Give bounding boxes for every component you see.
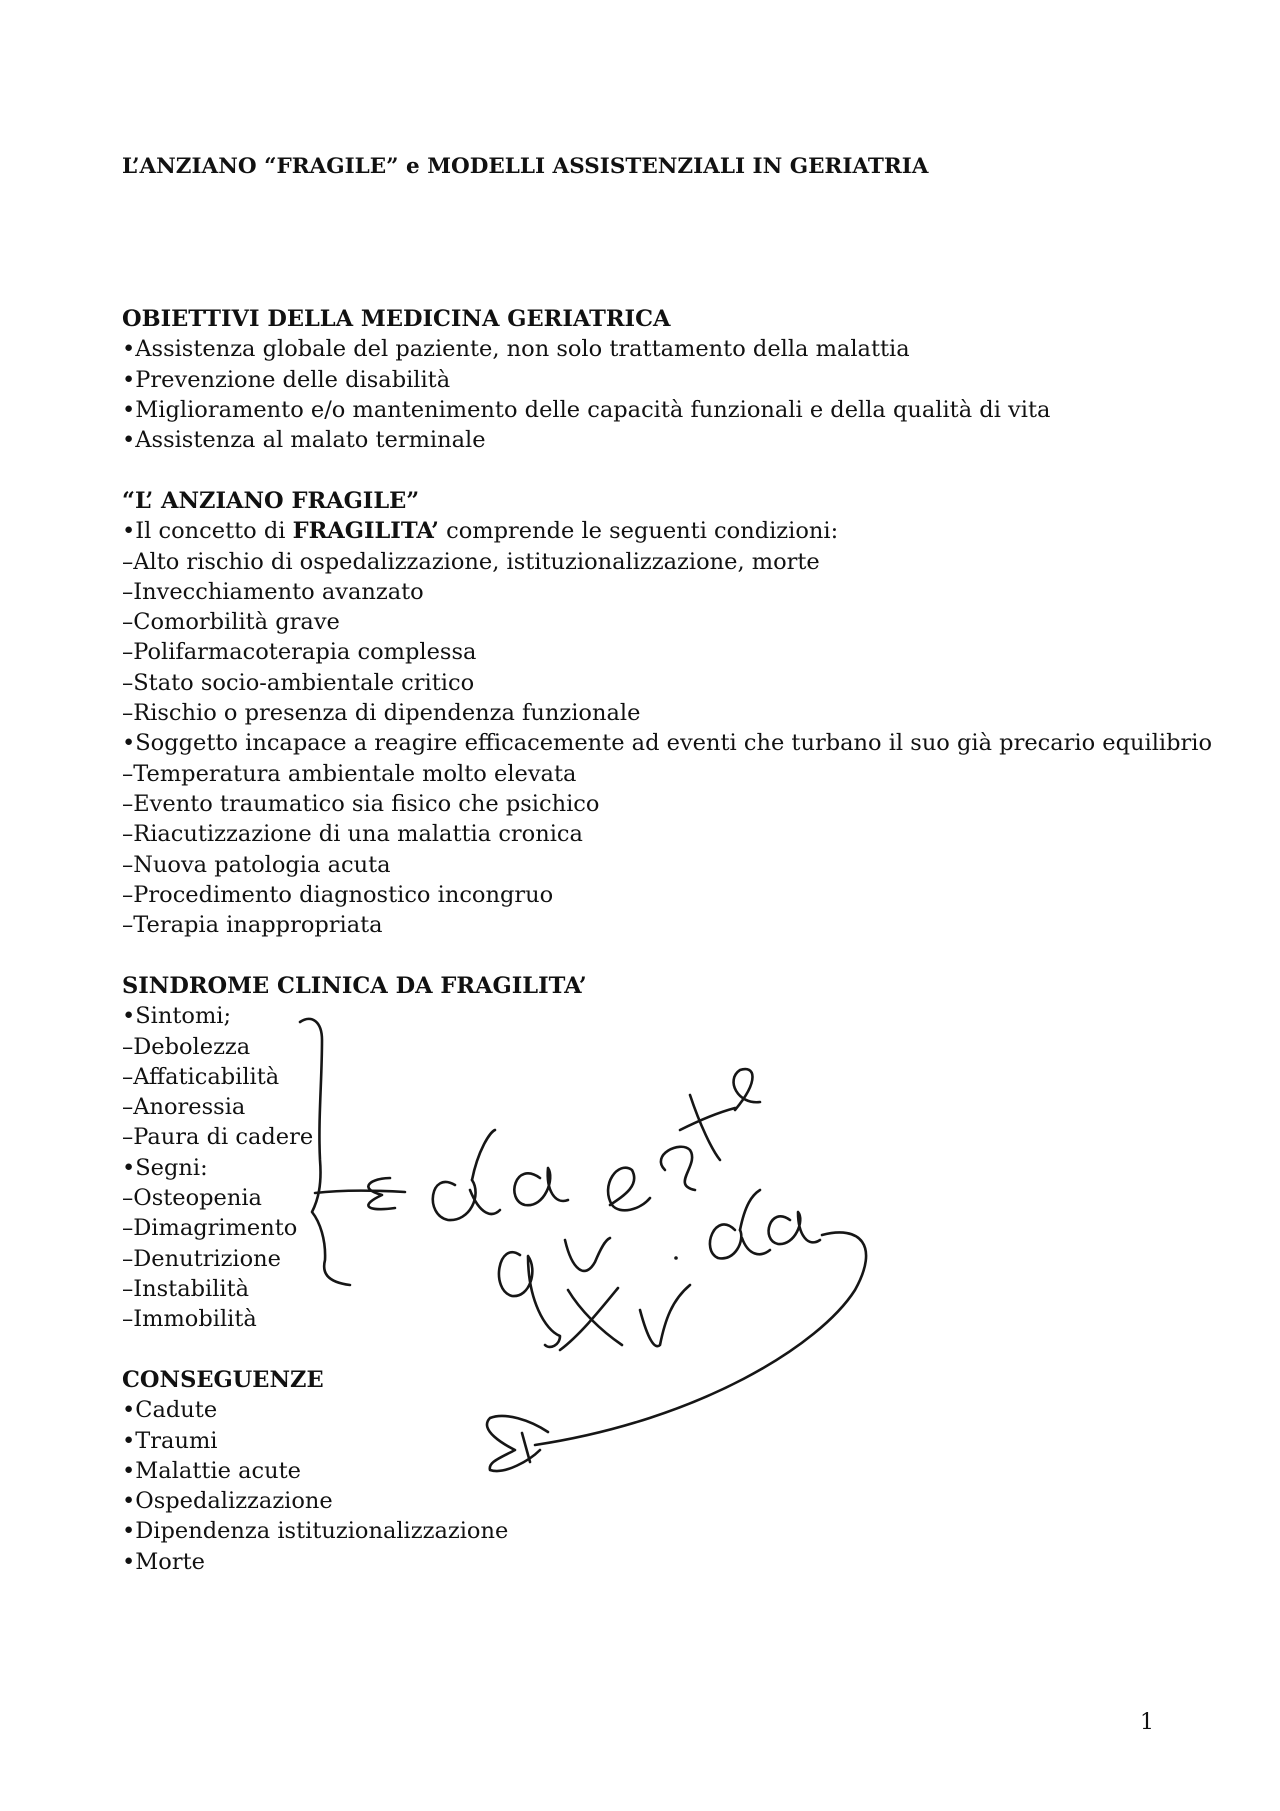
list-item: •Malattie acute xyxy=(122,1457,301,1484)
list-item: •Assistenza al malato terminale xyxy=(122,427,486,454)
section-heading: “L’ ANZIANO FRAGILE” xyxy=(122,488,420,514)
list-item: –Comorbilità grave xyxy=(122,609,340,636)
list-item: –Evento traumatico sia fisico che psichico xyxy=(122,790,600,817)
list-item: •Traumi xyxy=(122,1427,218,1454)
list-item: •Cadute xyxy=(122,1397,218,1424)
section-objectives xyxy=(122,304,1050,455)
intro-bold: FRAGILITA’ xyxy=(292,518,439,545)
section-heading: OBIETTIVI DELLA MEDICINA GERIATRICA xyxy=(122,306,671,332)
list-item: –Alto rischio di ospedalizzazione, istituzionalizzazione, morte xyxy=(122,548,820,575)
section-fragile-elderly xyxy=(122,486,1212,940)
list-item: –Nuova patologia acuta xyxy=(122,851,391,878)
list-item: •Prevenzione delle disabilità xyxy=(122,366,451,393)
list-item: –Temperatura ambientale molto elevata xyxy=(122,760,577,787)
document-title: L’ANZIANO “FRAGILE” e MODELLI ASSISTENZIALI IN GERIATRIA xyxy=(122,154,929,179)
list-item: •Segni: xyxy=(122,1154,208,1181)
section-heading: SINDROME CLINICA DA FRAGILITA’ xyxy=(122,973,587,999)
list-item: –Anoressia xyxy=(122,1094,246,1121)
list-item: •Soggetto incapace a reagire efficacemente ad eventi che turbano il suo già precario equilibrio xyxy=(122,730,1213,757)
list-item: –Osteopenia xyxy=(122,1185,262,1212)
list-item: –Denutrizione xyxy=(122,1245,281,1272)
list-item: •Dipendenza istituzionalizzazione xyxy=(122,1518,509,1545)
list-item: –Rischio o presenza di dipendenza funzionale xyxy=(122,700,641,727)
section-heading: CONSEGUENZE xyxy=(122,1367,324,1393)
list-item: –Paura di cadere xyxy=(122,1124,314,1151)
list-item: •Miglioramento e/o mantenimento delle capacità funzionali e della qualità di vita xyxy=(122,396,1051,423)
list-item: –Dimagrimento xyxy=(122,1215,298,1242)
list-item: •Morte xyxy=(122,1548,205,1575)
list-item: –Polifarmacoterapia complessa xyxy=(122,639,477,666)
list-item: –Riacutizzazione di una malattia cronica xyxy=(122,821,583,848)
list-item: •Ospedalizzazione xyxy=(122,1488,333,1515)
list-item: –Instabilità xyxy=(122,1275,250,1302)
list-item: –Affaticabilità xyxy=(122,1063,280,1090)
list-item: •Sintomi; xyxy=(122,1003,232,1030)
list-item: –Immobilità xyxy=(122,1306,257,1333)
list-item: –Procedimento diagnostico incongruo xyxy=(122,881,554,908)
page-number: 1 xyxy=(1140,1710,1154,1735)
list-item: •Assistenza globale del paziente, non solo trattamento della malattia xyxy=(122,336,910,363)
section-consequences xyxy=(122,1365,508,1577)
list-item: –Debolezza xyxy=(122,1033,251,1060)
list-item: –Terapia inappropriata xyxy=(122,912,383,939)
intro-suffix: comprende le seguenti condizioni: xyxy=(438,518,839,545)
intro-prefix: •Il concetto di xyxy=(122,518,293,545)
list-item-intro xyxy=(122,516,1212,546)
section-clinical-syndrome xyxy=(122,971,587,1335)
list-item: –Invecchiamento avanzato xyxy=(122,578,424,605)
list-item: –Stato socio-ambientale critico xyxy=(122,669,475,696)
